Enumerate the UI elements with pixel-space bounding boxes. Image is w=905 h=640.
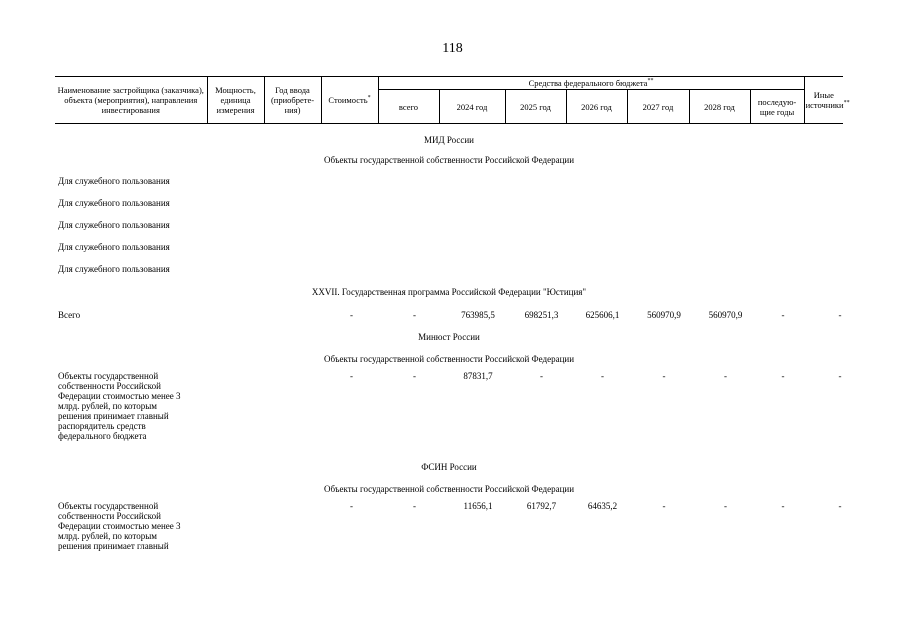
header-federal-budget: Средства федерального бюджета** (378, 77, 804, 90)
header-total: всего (378, 90, 439, 124)
program-title: XXVII. Государственная программа Российской Федерации "Юстиция" (311, 287, 587, 297)
header-2026: 2026 год (566, 90, 627, 124)
section-ministry-mid: МИД России (423, 135, 475, 145)
list-item: Для служебного пользования (58, 264, 170, 274)
cell-2025: 61792,7 (526, 501, 557, 511)
cell-cost: - (350, 371, 353, 381)
cell-2025: 698251,3 (524, 310, 559, 320)
header-year: Год ввода (приобрете-ния) (264, 77, 321, 124)
cell-other: - (838, 501, 842, 511)
cell-2026: 64635,2 (587, 501, 618, 511)
cell-2028: 560970,9 (708, 310, 743, 320)
header-2027: 2027 год (627, 90, 689, 124)
header-following-years: последую-щие годы (750, 90, 804, 124)
cell-total: - (413, 371, 416, 381)
header-2028: 2028 год (689, 90, 750, 124)
list-item: Для служебного пользования (58, 220, 170, 230)
header-2024: 2024 год (439, 90, 505, 124)
header-other-sources: Иные источники** (804, 77, 843, 124)
cell-2024: 11656,1 (463, 501, 493, 511)
page-number: 118 (442, 41, 463, 56)
section-ministry-minjust: Минюст России (418, 332, 480, 342)
cell-2028: - (724, 371, 727, 381)
header-capacity: Мощность, единица измерения (207, 77, 264, 124)
total-label: Всего (58, 310, 81, 320)
row-label: Объекты государственной собственности Российской Федерации стоимостью менее 3 млрд. рублей, по которым решения принимает главный распорядитель средств федерального бюджета (58, 371, 181, 441)
section-ministry-fsin: ФСИН России (421, 462, 477, 472)
header-cost: Стоимость* (321, 77, 378, 124)
cell-other: - (838, 310, 842, 320)
cell-2024: 87831,7 (463, 371, 493, 381)
cell-cost: - (350, 501, 353, 511)
cell-2026: 625606,1 (585, 310, 620, 320)
list-item: Для служебного пользования (58, 242, 170, 252)
list-item: Для служебного пользования (58, 176, 170, 186)
cell-following: - (781, 501, 785, 511)
cell-total: - (413, 501, 416, 511)
section-objects-heading: Объекты государственной собственности Российской Федерации (323, 354, 575, 364)
row-label: Объекты государственной собственности Российской Федерации стоимостью менее 3 млрд. рублей, по которым решения принимает главный (58, 501, 181, 551)
cell-2027: - (662, 371, 666, 381)
table-header (55, 76, 850, 124)
cell-2025: - (540, 371, 543, 381)
section-objects-heading: Объекты государственной собственности Российской Федерации (323, 155, 575, 165)
cell-following: - (781, 371, 785, 381)
list-item: Для служебного пользования (58, 198, 170, 208)
cell-2027: 560970,9 (647, 310, 681, 320)
cell-total: - (413, 310, 416, 320)
cell-2027: - (662, 501, 666, 511)
section-objects-heading: Объекты государственной собственности Российской Федерации (323, 484, 575, 494)
cell-other: - (838, 371, 842, 381)
cell-2028: - (724, 501, 727, 511)
header-2025: 2025 год (505, 90, 566, 124)
cell-2024: 763985,5 (461, 310, 495, 320)
cell-cost: - (350, 310, 353, 320)
cell-following: - (781, 310, 785, 320)
header-name: Наименование застройщика (заказчика), объекта (мероприятия), направления инвестирования (55, 77, 207, 124)
cell-2026: - (601, 371, 604, 381)
